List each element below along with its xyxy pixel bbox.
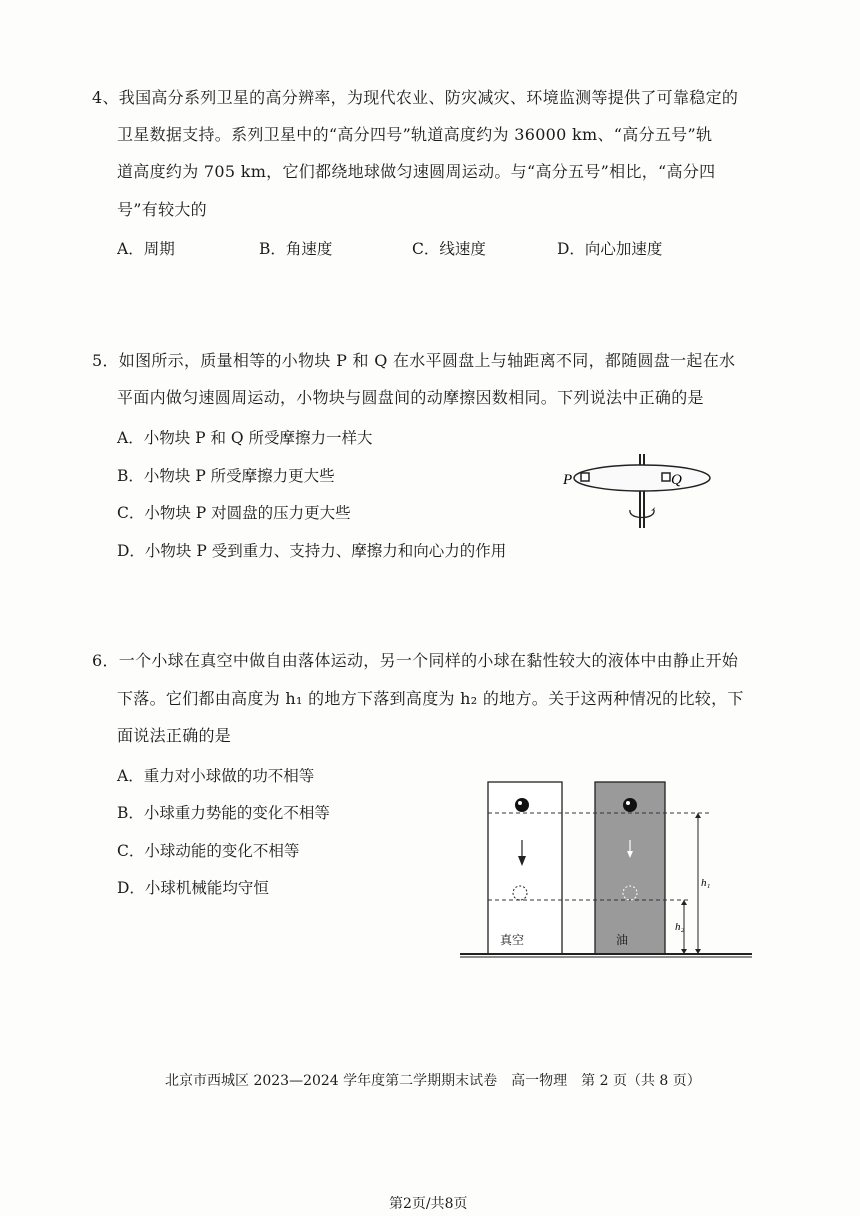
q4-line-3: 道高度约为 705 km，它们都绕地球做匀速圆周运动。与“高分五号”相比，“高分四 (117, 162, 716, 181)
q6-option-c: C．小球动能的变化不相等 (117, 842, 300, 860)
page-footer: 北京市西城区 2023—2024 学年度第二学期期末试卷 高一物理 第 2 页（共 8 页） (165, 1073, 701, 1089)
rotating-disc-figure (560, 448, 730, 538)
label-p: P (563, 472, 573, 488)
q5-option-d: D．小物块 P 受到重力、支持力、摩擦力和向心力的作用 (117, 542, 507, 560)
block-p (581, 473, 589, 481)
label-h1: h₁ (701, 877, 711, 889)
q6-option-d: D．小球机械能均守恒 (117, 879, 269, 897)
label-q: Q (671, 472, 682, 488)
q4-option-d: D．向心加速度 (557, 240, 663, 258)
q5-option-a: A．小物块 P 和 Q 所受摩擦力一样大 (117, 429, 373, 447)
ball-vacuum (515, 798, 529, 812)
label-vacuum: 真空 (500, 933, 525, 947)
q5-option-c: C．小物块 P 对圆盘的压力更大些 (117, 504, 351, 522)
q5-option-b: B．小物块 P 所受摩擦力更大些 (117, 467, 335, 485)
q5-line-1: 5．如图所示，质量相等的小物块 P 和 Q 在水平圆盘上与轴距离不同，都随圆盘一起在水 (92, 351, 736, 370)
q6-line-2: 下落。它们都由高度为 h₁ 的地方下落到高度为 h₂ 的地方。关于这两种情况的比较，下 (117, 689, 744, 708)
q4-option-c: C．线速度 (412, 240, 486, 258)
ball-oil (623, 798, 637, 812)
q4-option-b: B．角速度 (259, 240, 333, 258)
q5-line-2: 平面内做匀速圆周运动，小物块与圆盘间的动摩擦因数相同。下列说法中正确的是 (117, 388, 704, 407)
label-oil: 油 (616, 933, 629, 947)
page-indicator: 第2页/共8页 (389, 1196, 468, 1212)
label-h2: h₂ (675, 921, 685, 933)
falling-ball-figure (458, 778, 758, 968)
q6-line-3: 面说法正确的是 (117, 726, 232, 745)
q4-line-2: 卫星数据支持。系列卫星中的“高分四号”轨道高度约为 36000 km、“高分五号”轨 (117, 125, 713, 144)
q4-line-4: 号”有较大的 (117, 200, 207, 219)
q6-option-a: A．重力对小球做的功不相等 (117, 767, 315, 785)
q4-option-a: A．周期 (117, 240, 175, 258)
block-q (662, 473, 670, 481)
q6-line-1: 6．一个小球在真空中做自由落体运动，另一个同样的小球在黏性较大的液体中由静止开始 (92, 651, 739, 670)
q4-line-1: 4、我国高分系列卫星的高分辨率，为现代农业、防灾减灾、环境监测等提供了可靠稳定的 (92, 88, 739, 107)
q6-option-b: B．小球重力势能的变化不相等 (117, 804, 330, 822)
